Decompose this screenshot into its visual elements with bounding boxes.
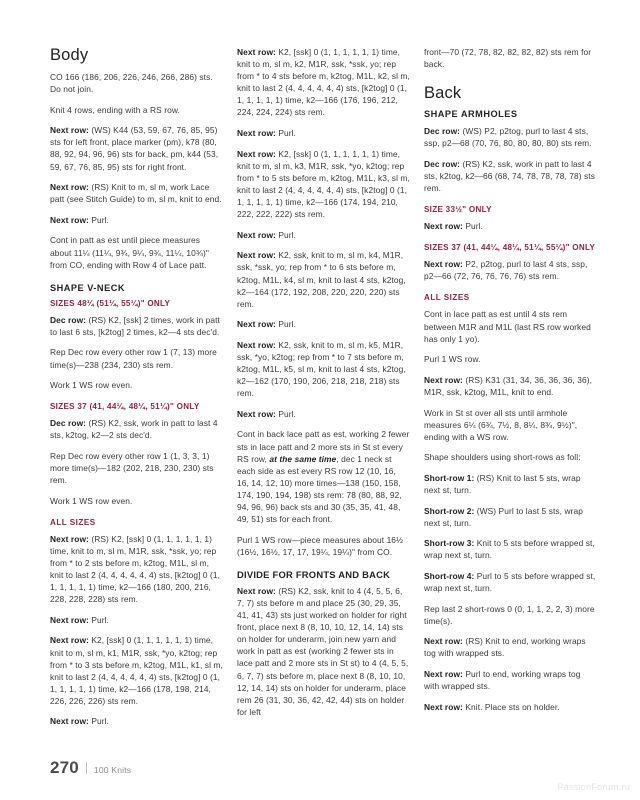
size37-lead-label: Next row:: [424, 259, 463, 270]
instruction-lead-label: Next row:: [237, 250, 276, 261]
footer-divider: [86, 762, 87, 774]
column1-block-group-2: [50, 314, 223, 391]
instruction-lead-label: Next row:: [237, 148, 276, 159]
instruction-text: (RS) K2, ssk, work in patt to last 4 sts, k2tog, k2—66 (68, 74, 78, 78, 78, 78) sts rem.: [424, 158, 595, 194]
section-heading-body: Body: [50, 46, 89, 64]
instruction-paragraph: [424, 308, 597, 344]
instruction-paragraph: [50, 71, 223, 95]
instruction-lead-label: Next row:: [237, 319, 276, 330]
same-time-pre: Cont in back lace patt as est, working 2 fewer sts in lace patt and 2 more sts in St st every RS row,: [237, 429, 410, 464]
page-number: 270: [50, 758, 79, 777]
size33-lead-label: Next row:: [424, 221, 463, 232]
instruction-text: Purl.: [275, 319, 296, 330]
size37-lead-text: P2, p2tog, purl to last 4 sts, ssp, p2—66 (72, 76, 76, 76, 76) sts rem.: [424, 259, 588, 282]
instruction-text: (RS) K2, ssk, work in patt to last 4 sts, k2tog, k2—2 sts dec'd.: [50, 418, 218, 441]
instruction-paragraph: [424, 353, 597, 365]
instruction-text: K2, ssk, knit to m, sl m, k4, M1R, ssk, *ssk, yo; rep from * to 6 sts before m, k2tog, M1L, k4, sl m, knit to last 4 sts, k2tog, k2—164 (172, 192, 208, 220, 220, 220) sts rem.: [237, 250, 406, 309]
instruction-text: Purl.: [275, 229, 296, 240]
instruction-paragraph: [424, 374, 597, 398]
section-heading-back: Back: [424, 84, 462, 103]
continuation-paragraph: front—70 (72, 78, 82, 82, 82, 82) sts rem for back.: [424, 47, 592, 70]
column-3: [424, 46, 597, 721]
instruction-paragraph: [424, 701, 597, 713]
instruction-paragraph: [424, 505, 597, 529]
sizes-heading-33half: SIZE 33½" ONLY: [424, 205, 492, 215]
instruction-text: Rep Dec row every other row 1 (1, 3, 3, 1) more time(s)—182 (202, 218, 230, 230) sts rem.: [50, 450, 214, 486]
instruction-lead-label: Next row:: [424, 669, 463, 679]
instruction-paragraph: [50, 214, 223, 226]
instruction-text: Knit 4 rows, ending with a RS row.: [50, 104, 180, 115]
instruction-text: K2, [ssk] 0 (1, 1, 1, 1, 1, 1) time, knit to m, sl m, k3, M1R, ssk, *yo, k2tog; rep from * to 5 sts before m, k2tog, M1L, k3, sl m, knit to last 2 (4, 4, 4, 4, 4, 4) sts, [k2tog] 0 (1, 1, 1, 1, 1, 1) time, k2—166 (174, 194, 210, 222, 222, 222) sts rem.: [237, 148, 410, 220]
instruction-text: (RS) K2, [ssk] 0 (1, 1, 1, 1, 1, 1) time, knit to m, sl m, M1R, ssk, *ssk, yo; rep from * to 2 sts before m, k2tog, M1L, sl m, knit to last 2 (4, 4, 4, 4, 4, 4) sts, [k2tog] 0 (1, 1, 1, 1, 1, 1) time, k2—166 (180, 200, 216, 228, 228, 228) sts rem.: [50, 533, 221, 605]
instruction-lead-label: Short-row 2:: [424, 505, 475, 516]
instruction-paragraph: [237, 127, 410, 139]
instruction-paragraph: [50, 495, 223, 507]
instruction-lead-label: Next row:: [50, 533, 89, 544]
instruction-text: (WS) P2, p2tog, purl to last 4 sts, ssp, p2—68 (70, 76, 80, 80, 80, 80) sts rem.: [424, 126, 592, 149]
column-2: [237, 46, 410, 726]
instruction-text: Cont in patt as est until piece measures about 11¼ (11¼, 9¾, 9¼, 9¾, 11¼, 10¾)" from CO, ending with Row 4 of Lace patt.: [50, 235, 209, 270]
instruction-paragraph: [424, 451, 597, 463]
instruction-paragraph: [50, 614, 223, 626]
instruction-paragraph: [237, 408, 410, 420]
instruction-paragraph: [424, 537, 597, 561]
instruction-lead-label: Next row:: [237, 339, 276, 350]
instruction-paragraph: [237, 148, 410, 221]
instruction-lead-label: Next row:: [424, 701, 463, 712]
instruction-text: (RS) Knit to end, working wraps tog with wrapped sts.: [424, 636, 586, 659]
instruction-text: Purl to end, working wraps tog with wrapped sts.: [424, 669, 581, 692]
book-title: 100 Knits: [93, 765, 132, 775]
instruction-lead-label: Next row:: [237, 229, 276, 240]
sizes-heading-all-sizes-back: ALL SIZES: [424, 293, 470, 303]
instruction-paragraph: [50, 234, 223, 270]
sizes-heading-37-to-55: SIZES 37 (41, 44¼, 48¼, 51¼, 55¼)" ONLY: [424, 243, 596, 253]
instruction-paragraph: [50, 124, 223, 172]
column3-block-group-2: [424, 308, 597, 712]
at-the-same-time-paragraph: [237, 428, 410, 525]
instruction-lead-label: Short-row 3:: [424, 538, 475, 549]
instruction-lead-label: Next row:: [237, 408, 276, 419]
instruction-lead-label: Next row:: [237, 47, 276, 57]
instruction-lead-label: Short-row 1:: [424, 472, 475, 483]
sizes-heading-all-sizes-body: ALL SIZES: [50, 517, 96, 527]
instruction-text: Work 1 WS row even.: [50, 380, 133, 391]
column3-block-group-1: [424, 125, 597, 194]
instruction-text: Rep Dec row every other row 1 (7, 13) more time(s)—238 (234, 230) sts rem.: [50, 347, 217, 370]
instruction-paragraph: [237, 229, 410, 241]
column1-block-group-4: [50, 533, 223, 728]
instruction-paragraph: [50, 715, 223, 727]
instruction-text: (WS) Purl to last 5 sts, wrap next st, turn.: [424, 505, 583, 528]
instruction-paragraph: [424, 570, 597, 594]
instruction-text: Purl.: [88, 214, 109, 225]
instruction-text: Purl.: [88, 614, 109, 625]
instruction-lead-label: Next row:: [424, 374, 463, 385]
instruction-paragraph: [237, 46, 410, 119]
size37-instruction: [424, 258, 597, 282]
sizes-heading-vneck-large: SIZES 48¼ (51¼, 55¼)" ONLY: [50, 298, 171, 308]
subheading-shape-armholes: SHAPE ARMHOLES: [424, 109, 518, 120]
instruction-lead-label: Dec row:: [424, 126, 461, 137]
instruction-paragraph: [50, 181, 223, 205]
three-column-layout: [50, 46, 598, 736]
instruction-lead-label: Dec row:: [50, 418, 87, 429]
instruction-text: CO 166 (186, 206, 226, 246, 266, 286) sts. Do not join.: [50, 72, 213, 95]
instruction-lead-label: Next row:: [50, 716, 89, 727]
instruction-lead-label: Dec row:: [424, 158, 461, 169]
instruction-text: Work 1 WS row even.: [50, 495, 133, 506]
instruction-text: K2, [ssk] 0 (1, 1, 1, 1, 1, 1) time, knit to m, sl m, k2, M1R, ssk, *ssk, yo; rep from * to 4 sts before m, k2tog, M1L, k2, sl m, knit to last 2 (4, 4, 4, 4, 4, 4) sts, [k2tog] 0 (1, 1, 1, 1, 1, 1) time, k2—166 (176, 196, 212, 224, 224, 224) sts rem.: [237, 47, 410, 118]
divide-instruction-paragraph: [237, 585, 410, 718]
instruction-lead-label: Next row:: [50, 614, 89, 625]
instruction-text: Knit to 5 sts before wrapped st, wrap next st, turn.: [424, 538, 595, 561]
subheading-shape-v-neck: SHAPE V-NECK: [50, 282, 125, 293]
instruction-lead-label: Next row:: [50, 182, 89, 193]
divide-lead-text: (RS) K2, ssk, knit to 4 (4, 5, 5, 6, 7, 7) sts before m and place 25 (30, 29, 35, 41, 41, 43) sts just worked on holder for right front, place next 8 (8, 10, 10, 12, 14, 14) sts on holder for underarm, join new yarn and work in patt as est (working 2 fewer sts in lace patt and 2 more sts in St st) to 4 (4, 5, 5, 6, 7, 7) sts before m, place next 8 (8, 10, 10, 12, 14, 14) sts on holder for underarm, place rem 26 (31, 30, 36, 42, 42, 44) sts on holder for left: [237, 585, 409, 717]
instruction-text: Purl.: [275, 128, 296, 139]
instruction-lead-label: Next row:: [50, 635, 89, 646]
instruction-text: (RS) Knit to m, sl m, work Lace patt (see Stitch Guide) to m, sl m, knit to end.: [50, 182, 222, 205]
instruction-paragraph: [50, 314, 223, 338]
instruction-text: (RS) Knit to last 5 sts, wrap next st, turn.: [424, 472, 581, 495]
instruction-paragraph: [424, 603, 597, 627]
size33-lead-text: Purl.: [462, 221, 483, 232]
instruction-text: Purl to 5 sts before wrapped st, wrap next st, turn.: [424, 570, 596, 594]
divide-lead-label: Next row:: [237, 585, 276, 596]
instruction-text: (RS) K2, [ssk] 2 times, work in patt to last 6 sts, [k2tog] 2 times, k2—4 sts dec'd.: [50, 314, 220, 337]
instruction-paragraph: [50, 450, 223, 486]
instruction-text: Work in St st over all sts until armhole measures 6¼ (6¾, 7½, 8, 8¼, 8¾, 9½)", ending with a WS row.: [424, 407, 578, 442]
instruction-lead-label: Dec row:: [50, 314, 87, 325]
instruction-paragraph: [50, 417, 223, 441]
instruction-lead-label: Next row:: [237, 128, 276, 139]
instruction-lead-label: Next row:: [424, 636, 463, 647]
instruction-lead-label: Next row:: [50, 214, 89, 225]
size33-instruction: [424, 220, 597, 232]
instruction-paragraph: [237, 318, 410, 330]
instruction-text: Purl.: [275, 408, 296, 419]
instruction-paragraph: [237, 339, 410, 399]
sizes-heading-vneck-small: SIZES 37 (41, 44¼, 48¼, 51¼)" ONLY: [50, 402, 200, 412]
instruction-paragraph: [237, 249, 410, 309]
instruction-lead-label: Next row:: [50, 125, 89, 136]
instruction-paragraph: [50, 379, 223, 391]
instruction-paragraph: [424, 635, 597, 659]
instruction-text: K2, [ssk] 0 (1, 1, 1, 1, 1, 1) time, knit to m, sl m, k1, M1R, ssk, *yo, k2tog; rep from * to 3 sts before m, k2tog, M1L, k1, sl m, knit to last 2 (4, 4, 4, 4, 4, 4) sts, [k2tog] 0 (1, 1, 1, 1, 1, 1) time, k2—166 (178, 198, 214, 226, 226, 226) sts rem.: [50, 635, 223, 706]
page-footer: [50, 758, 131, 778]
instruction-lead-label: Short-row 4:: [424, 570, 475, 581]
instruction-text: K2, ssk, knit to m, sl m, k5, M1R, ssk, *yo, k2tog; rep from * to 7 sts before m, k2tog, M1L, k5, sl m, knit to last 4 sts, k2tog, k2—162 (170, 190, 206, 218, 218, 218) sts rem.: [237, 339, 406, 399]
instruction-text: Cont in lace patt as est until 4 sts rem between M1R and M1L (last RS row worked has only 1 yo).: [424, 309, 591, 344]
instruction-paragraph: [424, 125, 597, 149]
same-time-emphasis: at the same time: [269, 453, 337, 464]
instruction-text: Purl.: [88, 716, 109, 727]
watermark: PassionForum.ru: [557, 782, 630, 792]
column2-block-group-1: [237, 46, 410, 420]
instruction-paragraph: [424, 668, 597, 692]
instruction-text: (RS) K31 (31, 34, 36, 36, 36, 36), M1R, ssk, k2tog, M1L, knit to end.: [424, 374, 593, 397]
same-time-post: , dec 1 neck st each side as est every RS row 12 (10, 16, 16, 14, 12, 10) more times—138 (150, 158, 174, 190, 194, 198) sts rem: 78 (80, 88, 92, 94, 96, 96) back sts and 30 (35, 35, 41, 48, 49, 51) sts for each front.: [237, 453, 402, 525]
instruction-paragraph: [50, 346, 223, 370]
instruction-text: Rep last 2 short-rows 0 (0, 1, 1, 2, 2, 3) more time(s).: [424, 603, 595, 626]
purl-measure-paragraph: Purl 1 WS row—piece measures about 16½ (16½, 16½, 17, 17, 19¼, 19¼)" from CO.: [237, 534, 404, 557]
instruction-text: Knit. Place sts on holder.: [462, 701, 560, 712]
instruction-paragraph: [50, 634, 223, 707]
instruction-paragraph: [424, 158, 597, 194]
column-1: [50, 46, 223, 736]
instruction-text: Purl 1 WS row.: [424, 354, 481, 365]
instruction-paragraph: [50, 104, 223, 116]
instruction-paragraph: [424, 472, 597, 496]
instruction-paragraph: [50, 533, 223, 606]
subheading-divide-fronts-back: DIVIDE FOR FRONTS AND BACK: [237, 568, 391, 580]
instruction-paragraph: [424, 407, 597, 443]
instruction-text: (WS) K44 (53, 59, 67, 76, 85, 95) sts for left front, place marker (pm), k78 (80, 88, 92, 94, 96, 96) sts for back, pm, k44 (53, 59, 67, 76, 85, 95) sts for right front.: [50, 125, 219, 172]
column1-block-group-1: [50, 71, 223, 271]
instruction-text: Shape shoulders using short-rows as foll:: [424, 452, 581, 463]
column1-block-group-3: [50, 417, 223, 507]
